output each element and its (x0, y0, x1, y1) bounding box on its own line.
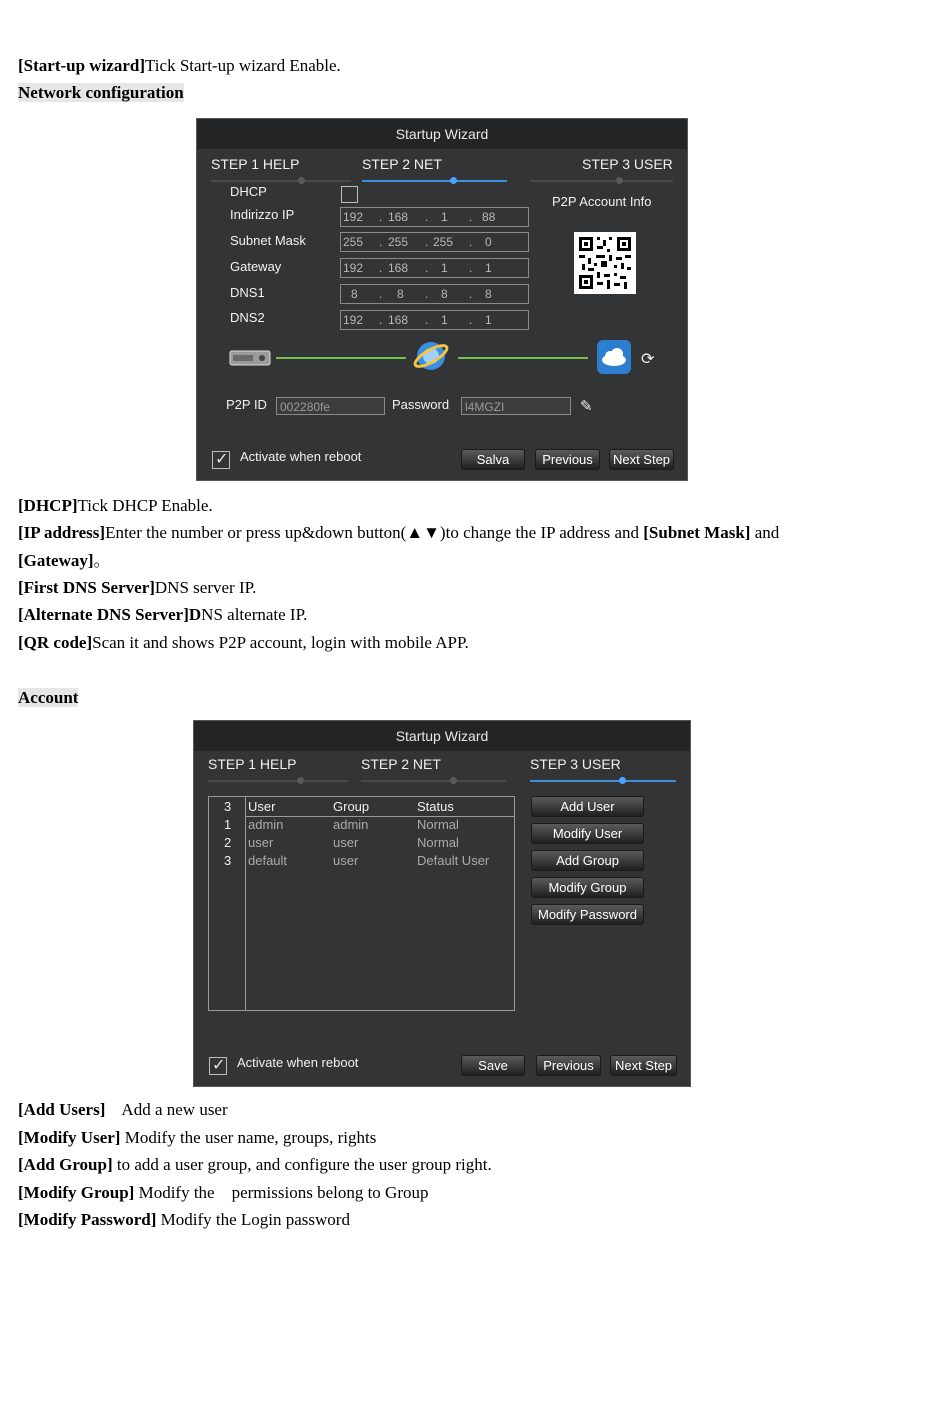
dhcp-doc-text: Tick DHCP Enable. (77, 496, 213, 515)
gateway-line (18, 550, 111, 572)
table-row[interactable] (209, 853, 514, 871)
dns2-field[interactable]: 192 . 168 . 1 . 1 (340, 310, 529, 330)
gateway-label: Gateway (230, 259, 282, 274)
modify-user-doc-label: [Modify User] (18, 1128, 121, 1147)
modify-user-doc-text: Modify the user name, groups, rights (120, 1128, 377, 1147)
row-group: user (333, 853, 359, 868)
panel-title: Startup Wizard (197, 119, 687, 149)
dvr-icon (229, 347, 273, 369)
gateway-field[interactable]: 192 . 168 . 1 . 1 (340, 258, 529, 278)
modify-group-button[interactable]: Modify Group (531, 877, 644, 898)
ip-label: Indirizzo IP (230, 207, 295, 222)
subnet-field[interactable]: 255 . 255 . 255 . 0 (340, 232, 529, 252)
row-group: user (333, 835, 359, 850)
activate-label: Activate when reboot (240, 449, 362, 464)
row-number: 3 (224, 853, 232, 868)
p2p-account-info-label: P2P Account Info (552, 194, 652, 209)
step1-dot (297, 777, 304, 784)
p2p-id-label: P2P ID (226, 397, 267, 412)
subnet-doc-label: [Subnet Mask] (643, 523, 751, 542)
startup-wizard-label: [Start-up wizard] (18, 56, 146, 75)
step2-dot (450, 177, 457, 184)
dns1-label: DNS1 (230, 285, 265, 300)
password-label: Password (392, 397, 450, 412)
activate-checkbox[interactable]: ✓ (212, 451, 230, 469)
step1-tab[interactable]: STEP 1 HELP (211, 156, 300, 172)
row-user: default (248, 853, 288, 868)
step2-track (362, 180, 507, 182)
step3-track (530, 180, 673, 182)
account-heading: Account (18, 688, 79, 707)
qr-doc-text: Scan it and shows P2P account, login with mobile APP. (92, 633, 469, 652)
add-user-button[interactable]: Add User (531, 796, 644, 817)
activate-label: Activate when reboot (237, 1055, 359, 1070)
dns2-label: DNS2 (230, 310, 265, 325)
modify-user-line (18, 1127, 376, 1149)
network-heading-line (18, 82, 184, 104)
modify-password-button[interactable]: Modify Password (531, 904, 644, 925)
ip-doc-label: [IP address] (18, 523, 106, 542)
p2p-id-field[interactable]: 002280fe (276, 397, 385, 415)
add-group-button[interactable]: Add Group (531, 850, 644, 871)
row-status: Normal (417, 835, 459, 850)
add-group-line (18, 1154, 492, 1176)
qr-line (18, 632, 469, 654)
row-group: admin (333, 817, 369, 832)
panel-title: Startup Wizard (194, 721, 690, 751)
modify-user-button[interactable]: Modify User (531, 823, 644, 844)
step3-tab[interactable]: STEP 3 USER (530, 756, 621, 772)
cloud-icon (596, 339, 632, 375)
network-wizard-panel (196, 118, 688, 481)
and-text: and (750, 523, 780, 542)
dns1-doc-label: [First DNS Server] (18, 578, 155, 597)
step3-track (530, 780, 676, 782)
gateway-doc-label: [Gateway] (18, 551, 94, 570)
row-number: 2 (224, 835, 232, 850)
startup-wizard-text: Tick Start-up wizard Enable. (145, 56, 341, 75)
ip-line (18, 522, 779, 544)
modify-password-doc-label: [Modify Password] (18, 1210, 157, 1229)
add-users-doc-label: [Add Users] (18, 1100, 106, 1119)
dns1-doc-text: DNS server IP. (154, 578, 257, 597)
row-user: user (248, 835, 274, 850)
ip-field[interactable]: 192 . 168 . 1 . 88 (340, 207, 529, 227)
add-group-doc-label: [Add Group] (18, 1155, 113, 1174)
step2-tab[interactable]: STEP 2 NET (361, 756, 441, 772)
dns2-line (18, 604, 307, 626)
internet-explorer-icon (413, 338, 449, 374)
add-users-doc-text: Add a new user (105, 1100, 228, 1119)
step1-track (208, 780, 348, 782)
row-status: Default User (417, 853, 490, 868)
table-row[interactable] (209, 817, 514, 835)
dhcp-line (18, 495, 213, 517)
dns2-doc-label: [Alternate DNS Server]D (18, 605, 202, 624)
column-header-status[interactable]: Status (417, 799, 454, 814)
modify-password-line (18, 1209, 350, 1231)
modify-group-doc-text: Modify the permissions belong to Group (134, 1183, 429, 1202)
step1-track (211, 180, 351, 182)
dns1-line (18, 577, 256, 599)
edit-pencil-icon[interactable]: ✎ (580, 398, 593, 415)
user-table[interactable] (208, 796, 515, 1011)
user-count: 3 (224, 799, 232, 814)
previous-button[interactable]: Previous (536, 1055, 601, 1076)
qr-doc-label: [QR code] (18, 633, 93, 652)
step1-dot (298, 177, 305, 184)
dns2-doc-text: NS alternate IP. (201, 605, 308, 624)
step3-tab[interactable]: STEP 3 USER (582, 156, 673, 172)
user-wizard-panel (193, 720, 691, 1087)
row-number: 1 (224, 817, 232, 832)
password-field[interactable]: l4MGZI (461, 397, 571, 415)
step2-track (361, 780, 506, 782)
subnet-label: Subnet Mask (230, 233, 306, 248)
next-step-button[interactable]: Next Step (610, 1055, 677, 1076)
step1-tab[interactable]: STEP 1 HELP (208, 756, 297, 772)
modify-password-doc-text: Modify the Login password (156, 1210, 350, 1229)
row-user: admin (248, 817, 284, 832)
step2-dot (450, 777, 457, 784)
gateway-suffix: 。 (93, 551, 111, 570)
add-users-line (18, 1099, 228, 1121)
dhcp-doc-label: [DHCP] (18, 496, 78, 515)
table-row[interactable] (209, 835, 514, 853)
dns1-field[interactable]: 8 . 8 . 8 . 8 (340, 284, 529, 304)
dhcp-checkbox[interactable] (341, 186, 358, 203)
link-line-left (276, 357, 406, 359)
save-button[interactable]: Save (461, 1055, 525, 1076)
column-header-group[interactable]: Group (333, 799, 370, 814)
account-heading-line (18, 687, 78, 709)
modify-group-doc-label: [Modify Group] (18, 1183, 135, 1202)
qr-code-icon (574, 232, 636, 294)
add-group-doc-text: to add a user group, and configure the user group right. (112, 1155, 492, 1174)
link-line-right (458, 357, 588, 359)
previous-button[interactable]: Previous (535, 449, 600, 470)
refresh-icon[interactable]: ⟳ (641, 351, 655, 368)
network-heading: Network configuration (18, 83, 184, 102)
dhcp-label: DHCP (230, 184, 267, 199)
step3-dot (619, 777, 626, 784)
activate-checkbox[interactable]: ✓ (209, 1057, 227, 1075)
row-status: Normal (417, 817, 459, 832)
ip-doc-text: Enter the number or press up&down button(▲▼)to change the IP address and (105, 523, 644, 542)
column-header-user[interactable]: User (248, 799, 276, 814)
next-step-button[interactable]: Next Step (609, 449, 674, 470)
step3-dot (616, 177, 623, 184)
modify-group-line (18, 1182, 429, 1204)
save-button[interactable]: Salva (461, 449, 525, 470)
step2-tab[interactable]: STEP 2 NET (362, 156, 442, 172)
startup-wizard-line (18, 55, 341, 77)
